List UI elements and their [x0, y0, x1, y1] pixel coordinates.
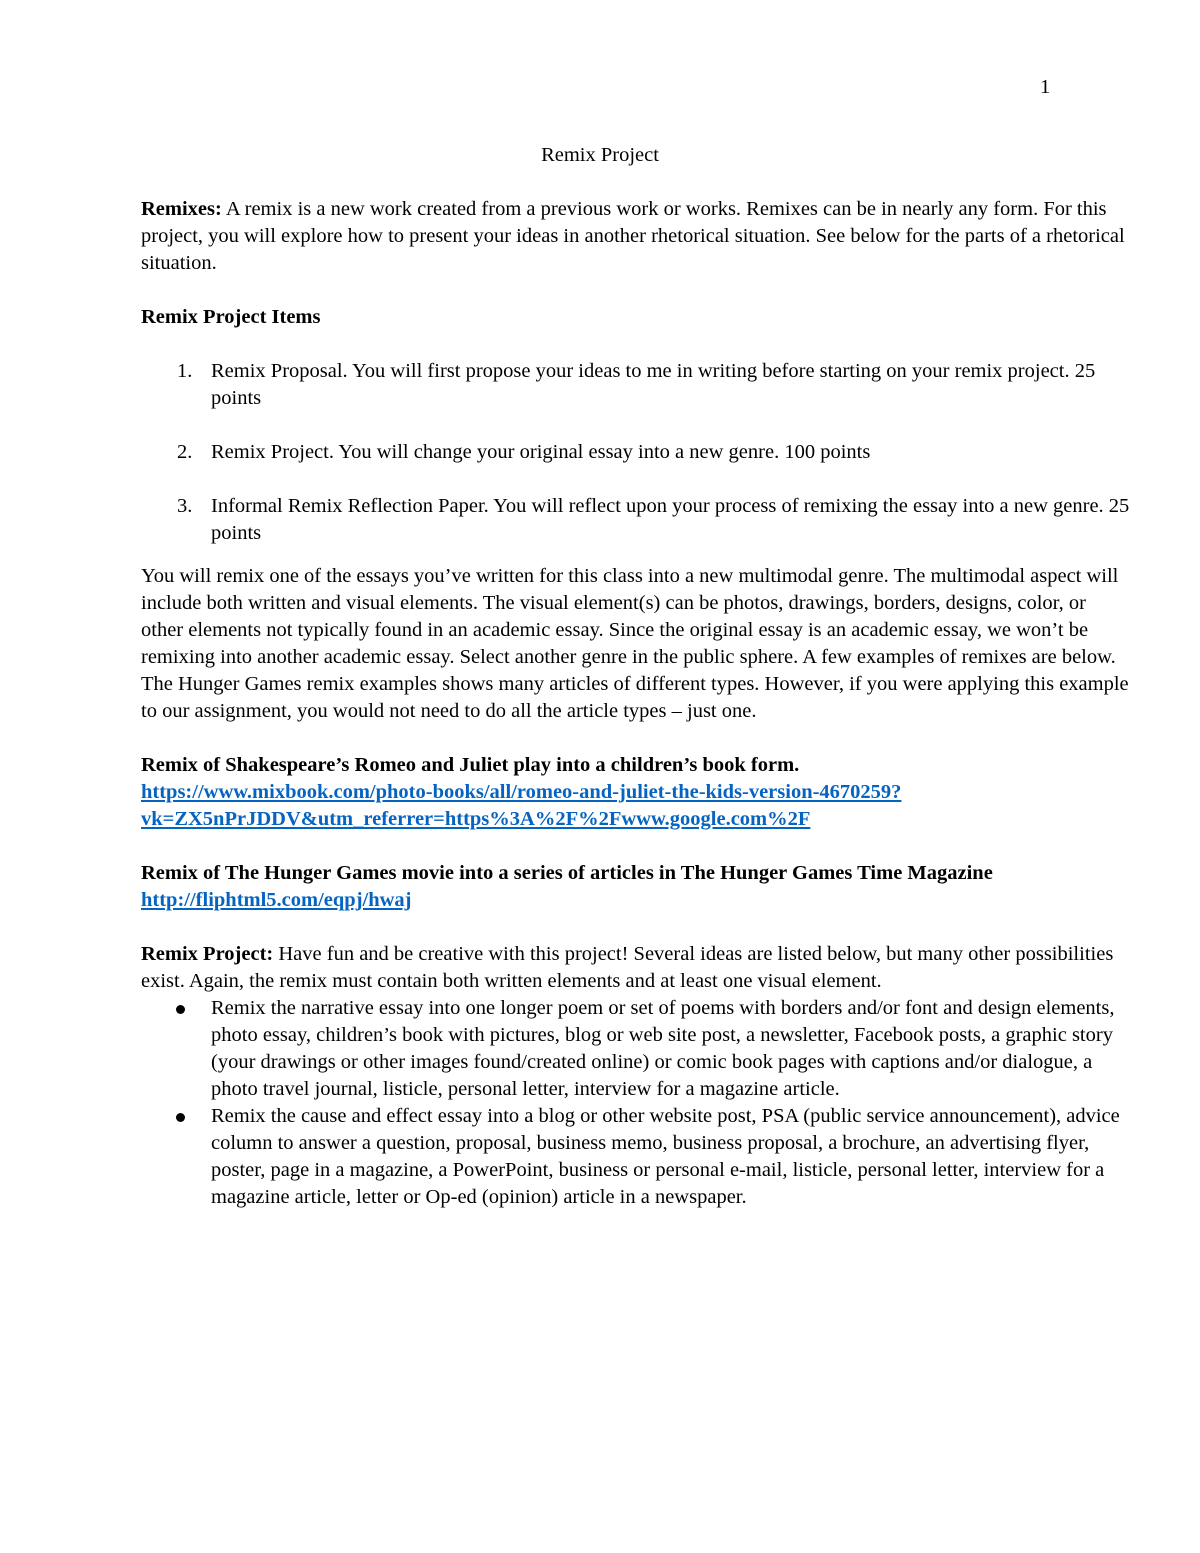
bullet-icon — [176, 1113, 185, 1122]
example1-link-block — [141, 779, 1131, 833]
item-number: 3. — [177, 495, 193, 517]
item-number: 1. — [177, 360, 193, 382]
item-text: Remix Project. You will change your original essay into a new genre. 100 points — [211, 441, 871, 463]
page-number: 1 — [1040, 76, 1051, 98]
project-paragraph — [141, 941, 1131, 995]
example2-heading: Remix of The Hunger Games movie into a series of articles in The Hunger Games Time Magazine — [141, 862, 993, 884]
idea-text: Remix the narrative essay into one longer poem or set of poems with borders and/or font and design elements, photo essay, children’s book with pictures, blog or web site post, a newsletter, Facebook posts, a graphic story (your drawings or other images found/created online) or comic book pages with captions and/or dialogue, a photo travel journal, listicle, personal letter, interview for a magazine article. — [211, 997, 1115, 1100]
document-body — [141, 196, 1131, 1211]
bullet-icon — [176, 1005, 185, 1014]
list-item — [141, 358, 1131, 412]
description-paragraph: You will remix one of the essays you’ve written for this class into a new multimodal genre. The multimodal aspect will include both written and visual elements. The visual element(s) can be photos, drawings, borders, designs, color, or other elements not typically found in an academic essay. Since the original essay is an academic essay, we won’t be remixing into another academic essay. Select another genre in the public sphere. A few examples of remixes are below. The Hunger Games remix examples shows many articles of different types. However, if you were applying this example to our assignment, you would not need to do all the article types – just one. — [141, 565, 1129, 722]
project-label: Remix Project: — [141, 943, 274, 965]
item-text: Remix Proposal. You will first propose your ideas to me in writing before starting on your remix project. 25 points — [211, 360, 1096, 409]
idea-text: Remix the cause and effect essay into a blog or other website post, PSA (public service announcement), advice column to answer a question, proposal, business memo, business proposal, a brochure, an advertising flyer, poster, page in a magazine, a PowerPoint, business or personal e-mail, listicle, personal letter, interview for a magazine article, letter or Op-ed (opinion) article in a newspaper. — [211, 1105, 1120, 1208]
example1-heading: Remix of Shakespeare’s Romeo and Juliet play into a children’s book form. — [141, 754, 800, 776]
example1-link-line2[interactable]: vk=ZX5nPrJDDV&utm_referrer=https%3A%2F%2Fwww.google.com%2F — [141, 808, 811, 830]
remixes-label: Remixes: — [141, 198, 222, 220]
project-items-list — [141, 358, 1131, 547]
example1-link-line1[interactable]: https://www.mixbook.com/photo-books/all/romeo-and-juliet-the-kids-version-4670259? — [141, 781, 902, 803]
example2-link-block — [141, 887, 1131, 914]
document-title: Remix Project — [541, 144, 659, 166]
example2-link[interactable]: http://fliphtml5.com/eqpj/hwaj — [141, 889, 412, 911]
ideas-list — [141, 995, 1131, 1211]
list-item — [141, 493, 1131, 547]
list-item — [141, 1103, 1131, 1211]
item-text: Informal Remix Reflection Paper. You will reflect upon your process of remixing the essay into a new genre. 25 points — [211, 495, 1130, 544]
items-heading: Remix Project Items — [141, 306, 321, 328]
project-text: Have fun and be creative with this project! Several ideas are listed below, but many other possibilities exist. Again, the remix must contain both written elements and at least one visual element. — [141, 943, 1114, 992]
list-item — [141, 439, 1131, 466]
list-item — [141, 995, 1131, 1103]
remixes-text: A remix is a new work created from a previous work or works. Remixes can be in nearly any form. For this project, you will explore how to present your ideas in another rhetorical situation. See below for the parts of a rhetorical situation. — [141, 198, 1125, 274]
item-number: 2. — [177, 441, 193, 463]
remixes-paragraph — [141, 196, 1131, 277]
